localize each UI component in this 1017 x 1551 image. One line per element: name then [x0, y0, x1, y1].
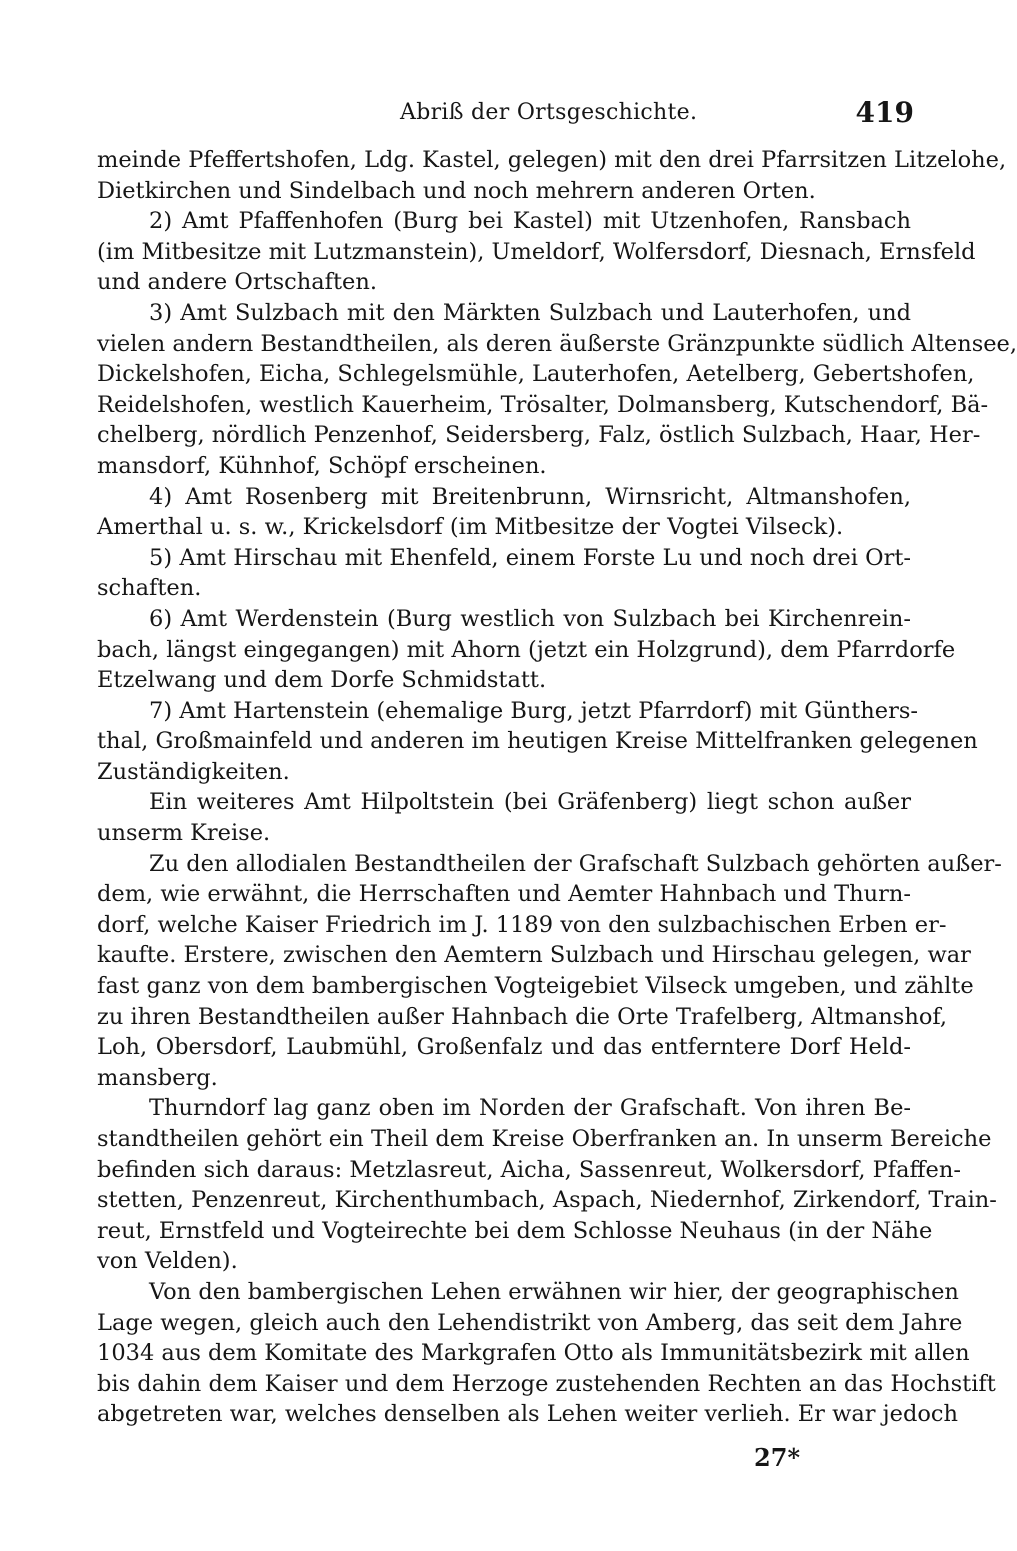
text-line: vielen andern Bestandtheilen, als deren äußerste Gränzpunkte südlich Altensee,: [97, 330, 1017, 357]
text-line: Dietkirchen und Sindelbach und noch mehrern anderen Orten.: [97, 177, 816, 204]
text-line: abgetreten war, welches denselben als Lehen weiter verlieh. Er war jedoch: [97, 1401, 958, 1428]
text-line: Amerthal u. s. w., Krickelsdorf (im Mitbesitze der Vogtei Vilseck).: [97, 514, 844, 541]
text-line: meinde Pfeffertshofen, Ldg. Kastel, gelegen) mit den drei Pfarrsitzen Litzelohe,: [97, 147, 1007, 173]
page-number: 419: [855, 96, 914, 129]
text-line: 6) Amt Werdenstein (Burg westlich von Sulzbach bei Kirchenrein-: [149, 605, 911, 632]
signature-mark: 27*: [754, 1443, 800, 1472]
text-line: 3) Amt Sulzbach mit den Märkten Sulzbach und Lauterhofen, und: [149, 299, 911, 326]
text-line: kaufte. Erstere, zwischen den Aemtern Sulzbach und Hirschau gelegen, war: [97, 942, 971, 969]
text-line: bach, längst eingegangen) mit Ahorn (jetzt ein Holzgrund), dem Pfarrdorfe: [97, 636, 956, 663]
text-line: fast ganz von dem bambergischen Vogteigebiet Vilseck umgeben, und zählte: [97, 973, 974, 1000]
text-line: Thurndorf lag ganz oben im Norden der Grafschaft. Von ihren Be-: [149, 1095, 911, 1122]
text-line: mansdorf, Kühnhof, Schöpf erscheinen.: [97, 452, 547, 479]
text-line: dem, wie erwähnt, die Herrschaften und Aemter Hahnbach und Thurn-: [97, 881, 911, 908]
text-line: (im Mitbesitze mit Lutzmanstein), Umeldorf, Wolfersdorf, Diesnach, Ernsfeld: [97, 238, 976, 265]
text-line: Dickelshofen, Eicha, Schlegelsmühle, Lauterhofen, Aetelberg, Gebertshofen,: [97, 361, 975, 388]
text-line: mansberg.: [97, 1064, 218, 1091]
text-line: Von den bambergischen Lehen erwähnen wir hier, der geographischen: [149, 1278, 959, 1305]
running-head-title: Abriß der Ortsgeschichte.: [400, 100, 698, 125]
text-line: chelberg, nördlich Penzenhof, Seidersberg, Falz, östlich Sulzbach, Haar, Her-: [97, 422, 981, 449]
text-line: von Velden).: [97, 1248, 238, 1275]
text-line: Zu den allodialen Bestandtheilen der Grafschaft Sulzbach gehörten außer-: [149, 850, 1002, 877]
text-line: 7) Amt Hartenstein (ehemalige Burg, jetzt Pfarrdorf) mit Günthers-: [149, 697, 918, 724]
text-line: Ein weiteres Amt Hilpoltstein (bei Gräfenberg) liegt schon außer: [149, 789, 911, 816]
text-line: Lage wegen, gleich auch den Lehendistrikt von Amberg, das seit dem Jahre: [97, 1309, 963, 1336]
text-line: stetten, Penzenreut, Kirchenthumbach, Aspach, Niedernhof, Zirkendorf, Train-: [97, 1187, 997, 1214]
text-line: Loh, Obersdorf, Laubmühl, Großenfalz und das entferntere Dorf Held-: [97, 1034, 911, 1061]
text-line: bis dahin dem Kaiser und dem Herzoge zustehenden Rechten an das Hochstift: [97, 1370, 996, 1397]
text-line: reut, Ernstfeld und Vogteirechte bei dem Schlosse Neuhaus (in der Nähe: [97, 1217, 933, 1244]
text-line: befinden sich daraus: Metzlasreut, Aicha, Sassenreut, Wolkersdorf, Pfaffen-: [97, 1156, 961, 1183]
text-line: 5) Amt Hirschau mit Ehenfeld, einem Forste Lu und noch drei Ort-: [149, 544, 911, 571]
text-line: standtheilen gehört ein Theil dem Kreise Oberfranken an. In unserm Bereiche: [97, 1126, 992, 1152]
text-line: 1034 aus dem Komitate des Markgrafen Otto als Immunitätsbezirk mit allen: [97, 1340, 970, 1367]
text-line: schaften.: [97, 575, 202, 602]
text-line: Zuständigkeiten.: [97, 758, 290, 785]
text-line: unserm Kreise.: [97, 820, 271, 847]
text-line: dorf, welche Kaiser Friedrich im J. 1189 von den sulzbachischen Erben er-: [97, 911, 947, 938]
text-line: zu ihren Bestandtheilen außer Hahnbach die Orte Trafelberg, Altmanshof,: [97, 1003, 948, 1030]
running-head: [0, 96, 1000, 136]
text-line: und andere Ortschaften.: [97, 269, 378, 296]
text-line: Reidelshofen, westlich Kauerheim, Trösalter, Dolmansberg, Kutschendorf, Bä-: [97, 391, 989, 418]
text-line: 4) Amt Rosenberg mit Breitenbrunn, Wirnsricht, Altmanshofen,: [149, 483, 911, 510]
text-line: thal, Großmainfeld und anderen im heutigen Kreise Mittelfranken gelegenen: [97, 728, 978, 755]
body-text: [97, 145, 1017, 1430]
text-line: 2) Amt Pfaffenhofen (Burg bei Kastel) mit Utzenhofen, Ransbach: [149, 208, 911, 235]
text-line: Etzelwang und dem Dorfe Schmidstatt.: [97, 667, 547, 694]
